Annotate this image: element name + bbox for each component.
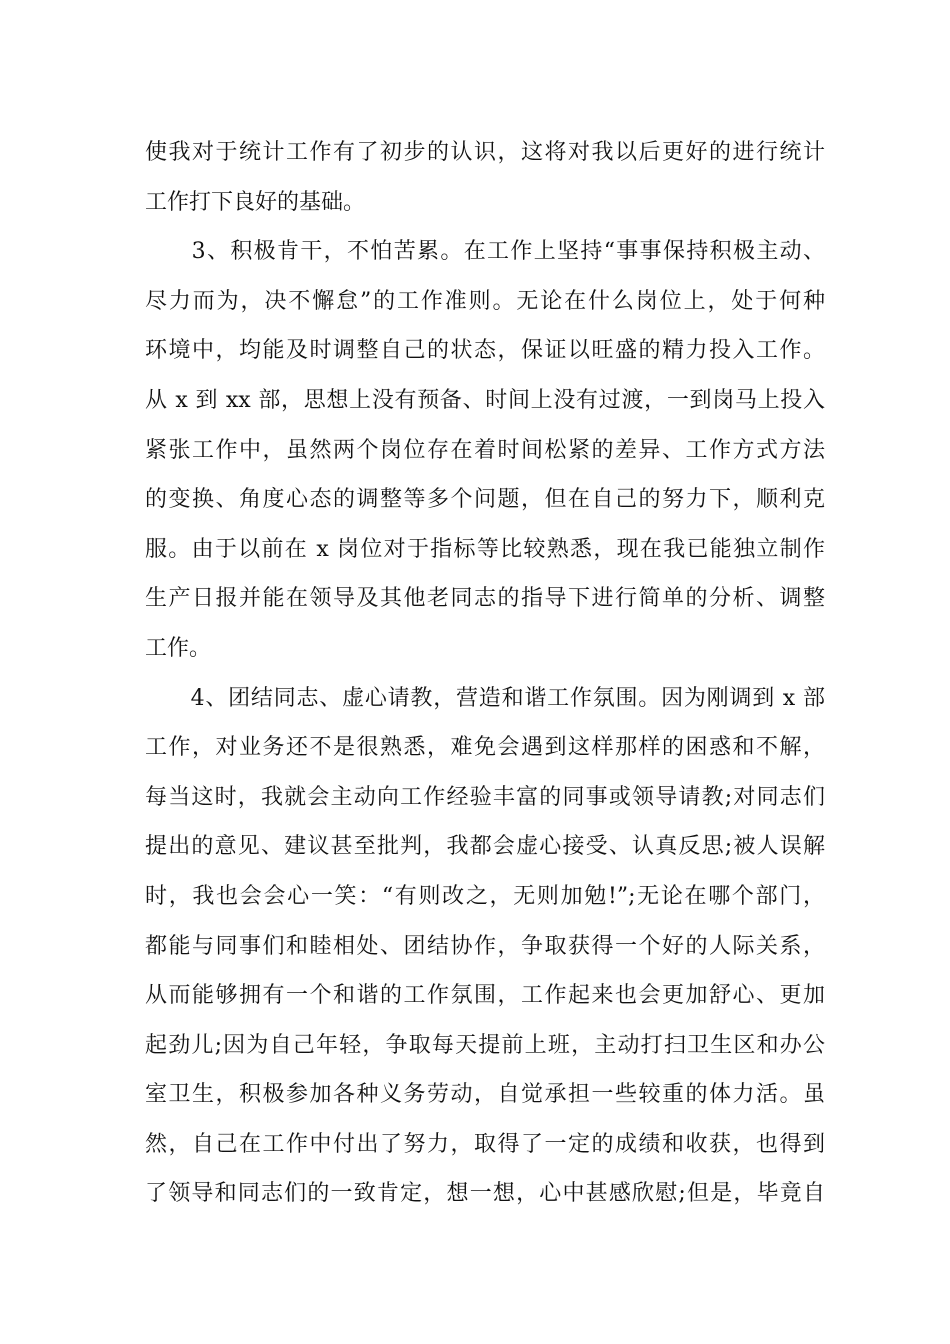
text-line: 紧张工作中，虽然两个岗位存在着时间松紧的差异、工作方式方法 bbox=[145, 437, 825, 463]
text-line: 了领导和同志们的一致肯定，想一想，心中甚感欣慰;但是，毕竟自 bbox=[145, 1181, 825, 1207]
text-line: 尽力而为，决不懈怠”的工作准则。无论在什么岗位上，处于何种 bbox=[145, 288, 825, 314]
text-line: 起劲儿;因为自己年轻，争取每天提前上班，主动打扫卫生区和办公 bbox=[145, 1032, 825, 1058]
text-line: 工作打下良好的基础。 bbox=[145, 189, 366, 215]
text-line: 工作，对业务还不是很熟悉，难免会遇到这样那样的困惑和不解， bbox=[145, 735, 825, 761]
text-line: 室卫生，积极参加各种义务劳动，自觉承担一些较重的体力活。虽 bbox=[145, 1082, 825, 1108]
text-line: 3、积极肯干，不怕苦累。在工作上坚持“事事保持积极主动、 bbox=[145, 239, 825, 265]
document-body bbox=[145, 128, 825, 1219]
text-line: 每当这时，我就会主动向工作经验丰富的同事或领导请教;对同志们 bbox=[145, 784, 825, 810]
text-line: 服。由于以前在 x 岗位对于指标等比较熟悉，现在我已能独立制作 bbox=[145, 536, 825, 562]
text-line: 工作。 bbox=[145, 635, 212, 661]
text-line: 从 x 到 xx 部，思想上没有预备、时间上没有过渡，一到岗马上投入 bbox=[145, 387, 825, 413]
text-line: 从而能够拥有一个和谐的工作氛围，工作起来也会更加舒心、更加 bbox=[145, 983, 825, 1009]
text-line: 4、团结同志、虚心请教，营造和谐工作氛围。因为刚调到 x 部 bbox=[145, 685, 825, 711]
text-line: 生产日报并能在领导及其他老同志的指导下进行简单的分析、调整 bbox=[145, 586, 825, 612]
text-line: 时，我也会会心一笑：“有则改之，无则加勉!”;无论在哪个部门， bbox=[145, 883, 825, 909]
text-line: 环境中，均能及时调整自己的状态，保证以旺盛的精力投入工作。 bbox=[145, 338, 825, 364]
text-line: 都能与同事们和睦相处、团结协作，争取获得一个好的人际关系， bbox=[145, 933, 825, 959]
text-line: 使我对于统计工作有了初步的认识，这将对我以后更好的进行统计 bbox=[145, 140, 825, 165]
text-line: 提出的意见、建议甚至批判，我都会虚心接受、认真反思;被人误解 bbox=[145, 834, 825, 860]
text-line: 然，自己在工作中付出了努力，取得了一定的成绩和收获，也得到 bbox=[145, 1131, 825, 1157]
text-line: 的变换、角度心态的调整等多个问题，但在自己的努力下，顺利克 bbox=[145, 487, 825, 513]
